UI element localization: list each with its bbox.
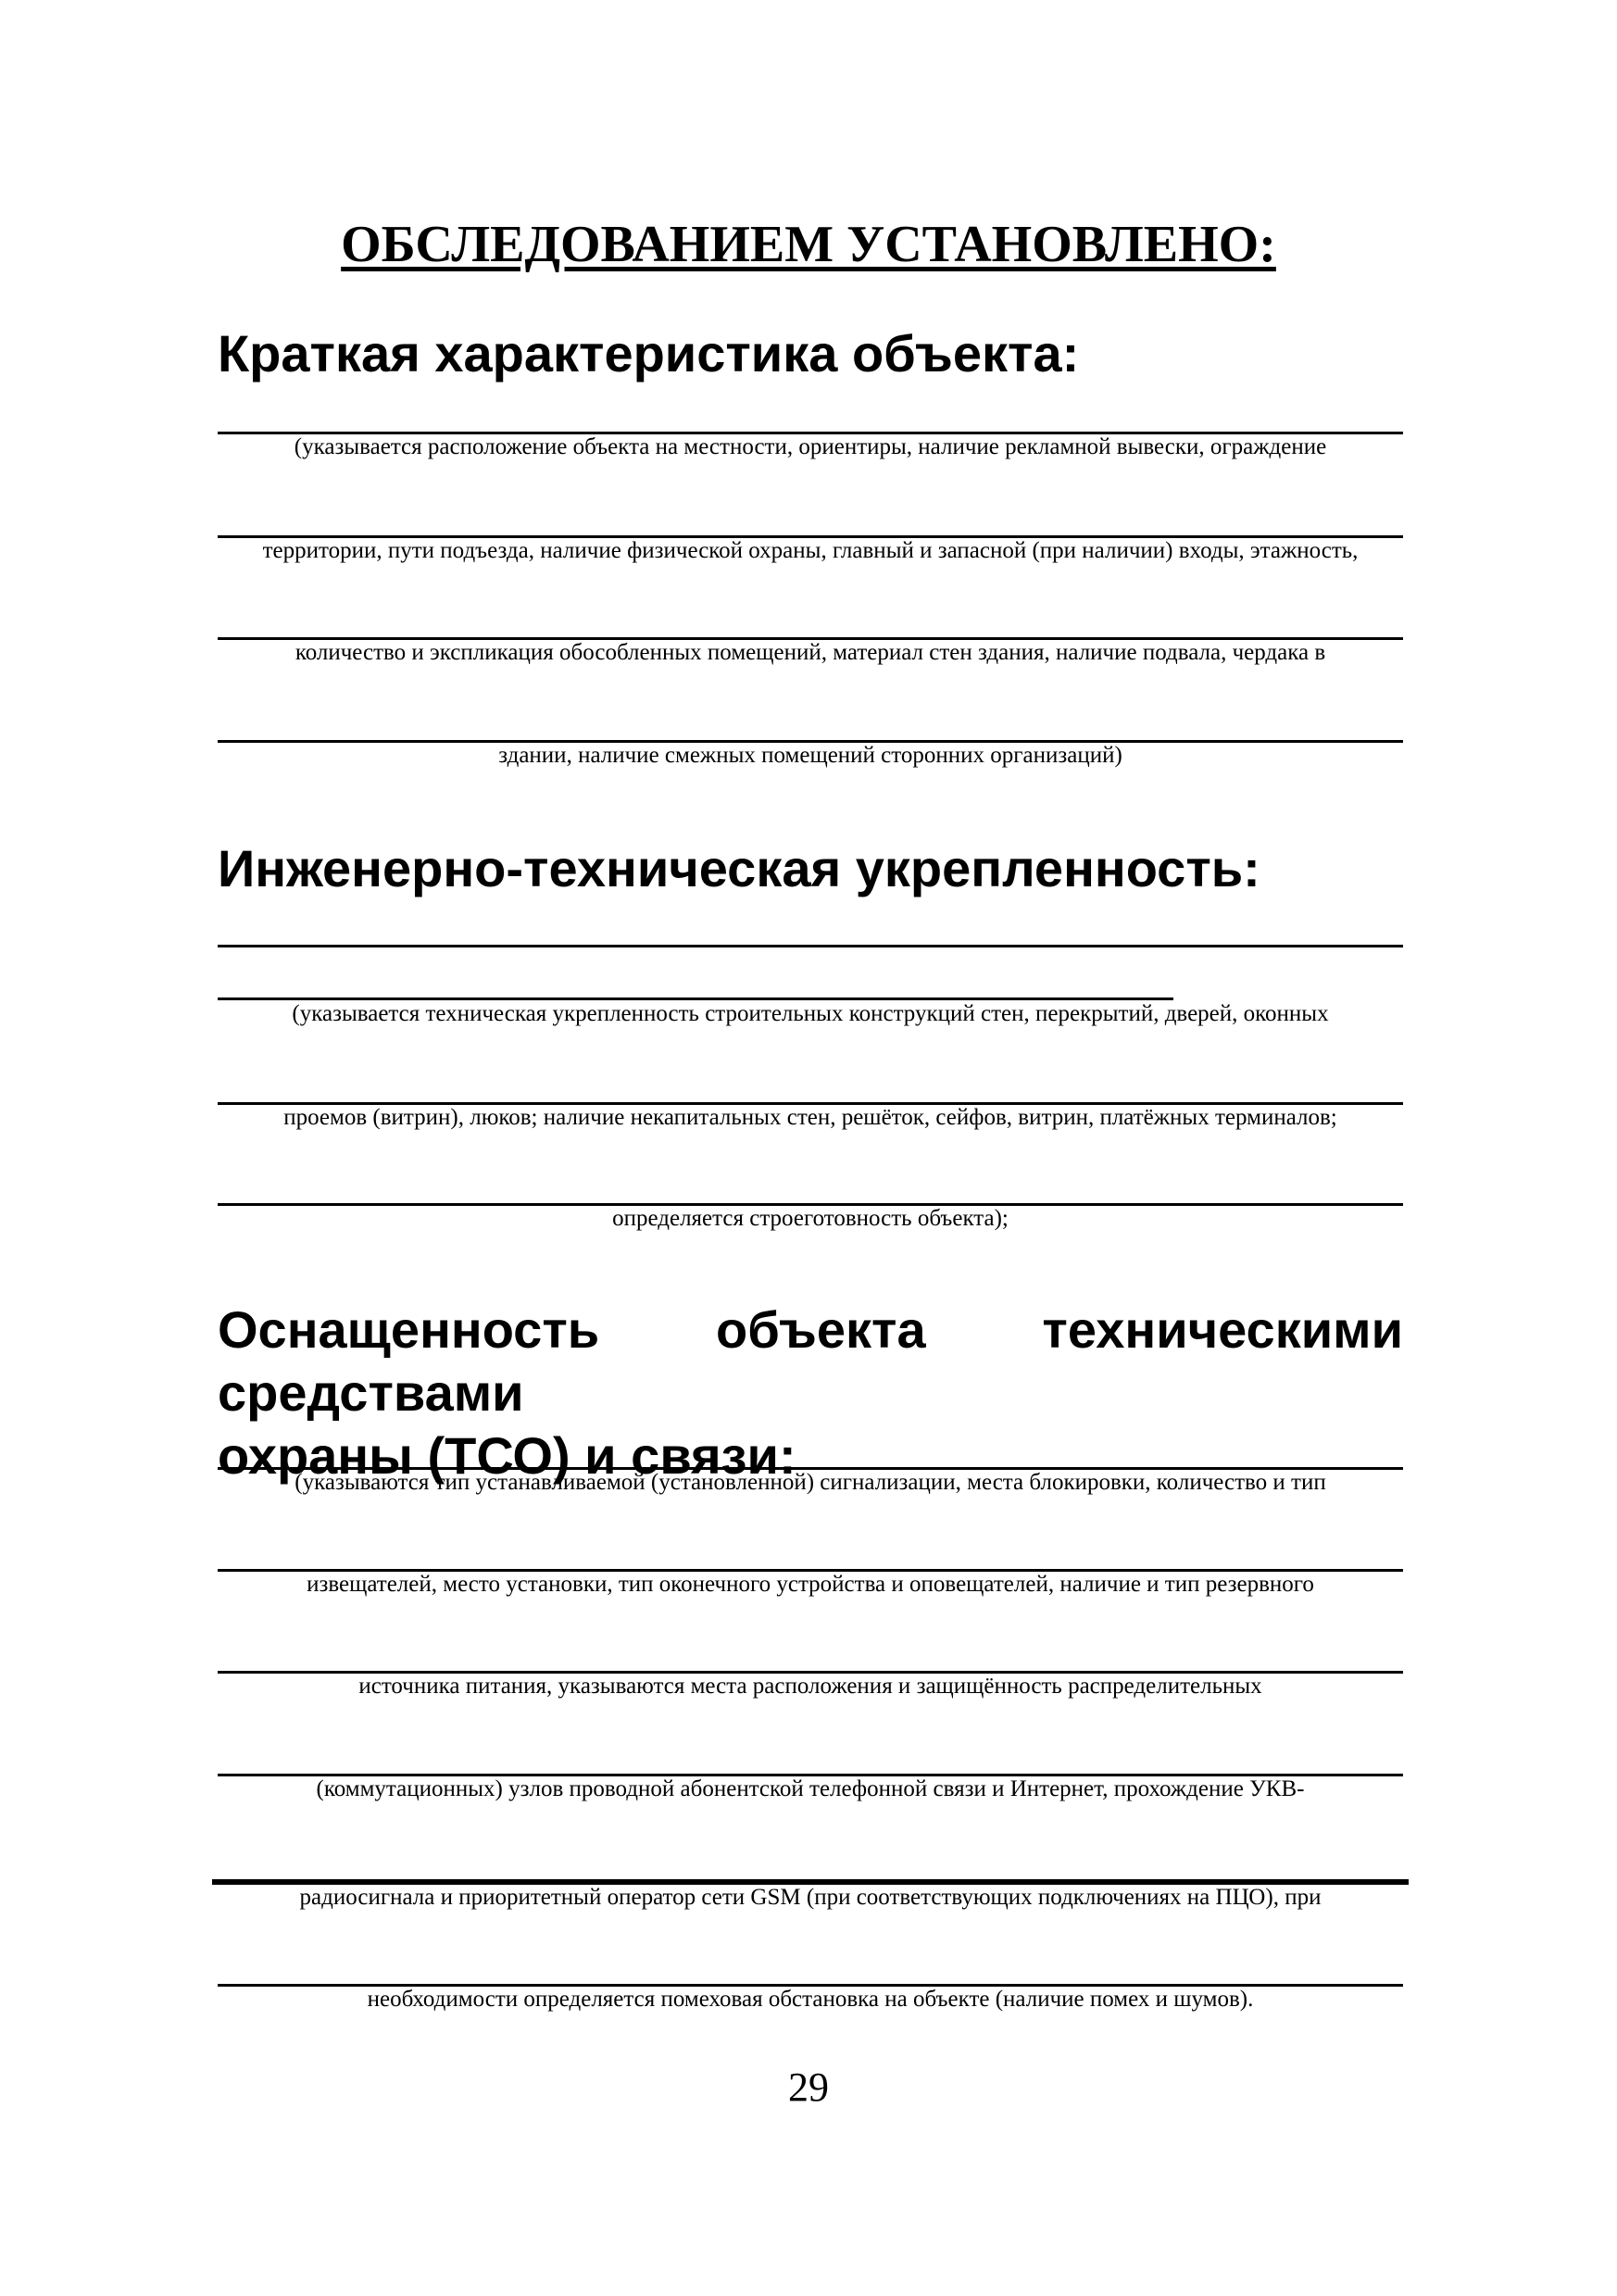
field-hint: необходимости определяется помеховая обстановка на объекте (наличие помех и шумов). — [367, 1987, 1254, 2012]
fill-line — [218, 945, 1403, 947]
field-hint: количество и экспликация обособленных помещений, материал стен здания, наличие подвала, чердака в — [295, 640, 1326, 665]
section-heading-engineering-protection: Инженерно-техническая укрепленность: — [218, 839, 1260, 897]
field-hint: источника питания, указываются места расположения и защищённость распределительных — [358, 1674, 1262, 1699]
field-hint: радиосигнала и приоритетный оператор сети GSM (при соответствующих подключениях на ПЦО), при — [299, 1885, 1322, 1910]
field-hint: (указываются тип устанавливаемой (установленной) сигнализации, места блокировки, количество и тип — [295, 1470, 1326, 1495]
field-hint: проемов (витрин), люков; наличие некапитальных стен, решёток, сейфов, витрин, платёжных терминалов; — [283, 1105, 1337, 1130]
section-heading-object-description: Краткая характеристика объекта: — [218, 324, 1080, 383]
field-hint: (коммутационных) узлов проводной абонентской телефонной связи и Интернет, прохождение УКВ- — [316, 1776, 1305, 1801]
page-title: ОБСЛЕДОВАНИЕМ УСТАНОВЛЕНО: — [341, 216, 1276, 273]
field-hint: (указывается техническая укрепленность строительных конструкций стен, перекрытий, дверей, оконных — [292, 1001, 1329, 1026]
page-number: 29 — [788, 2064, 829, 2110]
field-hint: определяется строеготовность объекта); — [612, 1206, 1009, 1231]
field-hint: территории, пути подъезда, наличие физической охраны, главный и запасной (при наличии) входы, этажность, — [262, 538, 1359, 563]
section-heading-security-equipment — [218, 1299, 1403, 1487]
field-hint: (указывается расположение объекта на местности, ориентиры, наличие рекламной вывески, ограждение — [294, 434, 1327, 459]
field-hint: здании, наличие смежных помещений сторонних организаций) — [498, 743, 1122, 768]
section-heading-line: Оснащенность объекта техническими средствами — [218, 1300, 1403, 1422]
field-hint: извещателей, место установки, тип оконечного устройства и оповещателей, наличие и тип резервного — [307, 1572, 1314, 1597]
section-heading-line: охраны (ТСО) и связи: — [218, 1426, 796, 1485]
